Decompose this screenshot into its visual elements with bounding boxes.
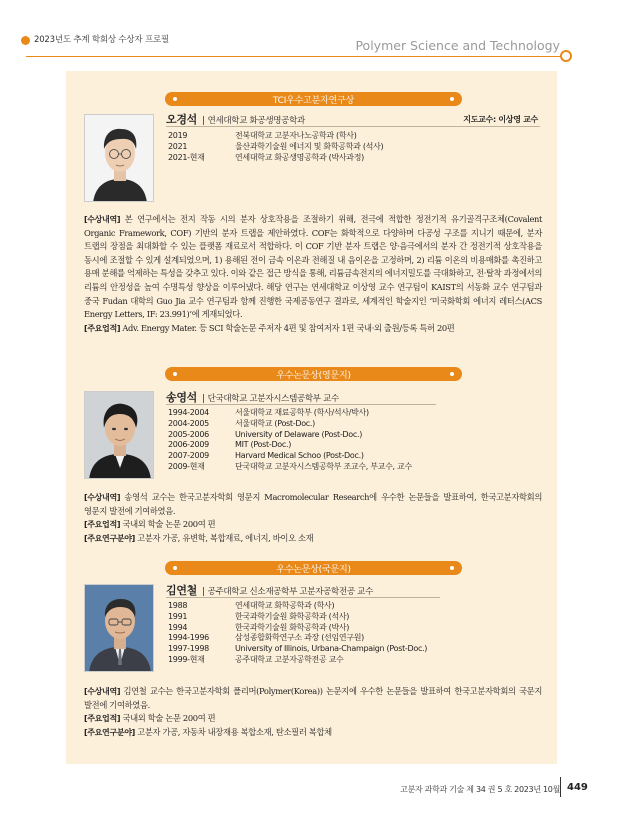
name-line: 오경석 | 연세대학교 화공생명공학과 [166,113,305,126]
name-rule [166,404,436,405]
achievements-paragraph: [주요업적] 국내외 학술 논문 200여 편 [84,519,216,530]
section-title: 우수논문상(영문지) [276,370,351,381]
portrait-photo [84,114,154,202]
career-row: 1994-2004 서울대학교 재료공학부 (학사/석사/박사) [168,408,369,417]
person-name: 송영석 [166,391,197,404]
section-title: 우수논문상(국문지) [276,564,351,575]
achievements-paragraph: [주요업적] 국내외 학술 논문 200여 편 [84,713,216,724]
header-dot [21,36,30,45]
career-row: 2006-2009 MIT (Post-Doc.) [168,440,292,450]
name-rule [166,597,440,598]
career-list [168,408,412,473]
affiliation: 연세대학교 화공생명공학과 [207,116,305,126]
section-bar-tci [165,92,462,106]
award-paragraph: [수상내역] 김연철 교수는 한국고분자학회 폴리머(Polymer(Korea)) 논문지에 우수한 논문들을 발표하여 한국고분자학회의 국문지 발전에 기여하였음. [84,686,542,710]
portrait-photo [84,584,154,672]
career-row: 2021-현재 연세대학교 화공생명공학과 (박사과정) [168,152,364,162]
career-row: 1994-1996 삼성종합화학연구소 과장 (선임연구원) [168,633,364,643]
section-bar-english-journal [165,367,462,381]
award-paragraph: [수상내역] 본 연구에서는 전지 작동 시의 분자 상호작용을 조절하기 위해, 전극에 적합한 정전기적 유기골격구조체(Covalent Organic Framework, COF) 기반의 분자 트랩을 제안하였다. COF는 화학적으로 다양하며 다공성 구조를 지니기 때문에, 분자 트랩의 장점을 최대화할 수 있는 플랫폼 재료로서 적합하다. 이 COF 기반 분자 트랩은 양·음극에서의 분자 간 정전기적 상호작용을 동시에 조절할 수 있게 설계되었으며, 1) 용해된 전이 금속 이온과 전해질 내 음이온을 고정하며, 2) 리튬 이온의 비용매화를 촉진하고 용매 분해를 억제하는 특성을 갖추고 있다. 이와 같은 접근 방식을 통해, 리튬금속전지의 에너지밀도를 극대화하고, 전·탈착 과정에서의 리튬의 안정성을 높여 수명특성 향상을 이루어냈다. 해당 연구는 연세대학교 이상영 교수 연구팀이 KAIST의 서동화 교수 연구팀과 중국 Fudan 대학의 Guo Jia 교수 연구팀과 함께 진행한 국제공동연구 결과로, 세계적인 학술지인 ‘미국화학회 에너지 레터스(ACS Energy Letters, IF: 23.991)’에 게재되었다. [84,214,542,320]
affiliation: 공주대학교 신소재공학부 고분자공학전공 교수 [207,587,373,597]
name-rule [166,126,540,127]
career-row: 2021 울산과학기술원 에너지 및 화학공학과 (석사) [168,141,384,151]
research-field-paragraph: [주요연구분야] 고분자 가공, 유변학, 복합재료, 에너지, 바이오 소재 [84,532,314,543]
career-list [168,601,427,666]
research-field-paragraph: [주요연구분야] 고분자 가공, 자동차 내장재용 복합소재, 탄소필러 복합체 [84,726,332,737]
section-title: TCI우수고분자연구상 [272,95,355,106]
header-right-title: Polymer Science and Technology [355,38,560,53]
career-row: 2005-2006 University of Delaware (Post-Doc.) [168,429,363,439]
person-name: 김연철 [166,584,197,597]
header-rule [26,56,565,57]
award-description [84,213,542,335]
award-description [84,685,542,739]
affiliation: 단국대학교 고분자시스템공학부 교수 [207,394,339,404]
award-paragraph: [수상내역] 송영석 교수는 한국고분자학회 영문지 Macromolecular Research에 우수한 논문들을 발표하여, 한국고분자학회의 영문지 발전에 기여하였음. [84,492,542,516]
career-row: 1988 연세대학교 화학공학과 (학사) [168,601,335,610]
footer-journal-info: 고분자 과학과 기술 제 34 권 5 호 2023년 10월 [400,785,560,794]
career-row: 1991 한국과학기술원 화학공학과 (석사) [168,611,350,621]
career-row: 1997-1998 University of Illinois, Urbana-Champaign (Post-Doc.) [168,644,428,654]
career-list [168,131,383,163]
person-name: 오경석 [166,113,197,126]
page-number: 449 [567,782,588,793]
achievements-paragraph: [주요업적] Adv. Energy Mater. 등 SCI 학술논문 주저자 4편 및 참여저자 1편 국내·외 출원/등록 특허 20편 [84,322,455,333]
portrait-photo [84,391,154,479]
career-row: 1999-현재 공주대학교 고분자공학전공 교수 [168,654,344,664]
career-row: 2007-2009 Harvard Medical Schoo (Post-Doc.) [168,451,364,461]
advisor-label: 지도교수: 이상영 교수 [463,115,538,124]
name-line: 송영석 | 단국대학교 고분자시스템공학부 교수 [166,391,339,404]
career-row: 2019 전북대학교 고분자나노공학과 (학사) [168,131,357,140]
career-row: 1994 한국과학기술원 화학공학과 (박사) [168,622,350,632]
header-ring [560,50,572,62]
career-row: 2004-2005 서울대학교 (Post-Doc.) [168,418,315,428]
section-bar-korean-journal [165,561,462,575]
footer-separator [560,777,561,797]
header-left-title: 2023년도 추계 학회상 수상자 프로필 [34,35,169,45]
career-row: 2009-현재 단국대학교 고분자시스템공학부 조교수, 부교수, 교수 [168,461,412,471]
award-description [84,491,542,545]
name-line: 김연철 | 공주대학교 신소재공학부 고분자공학전공 교수 [166,584,373,597]
